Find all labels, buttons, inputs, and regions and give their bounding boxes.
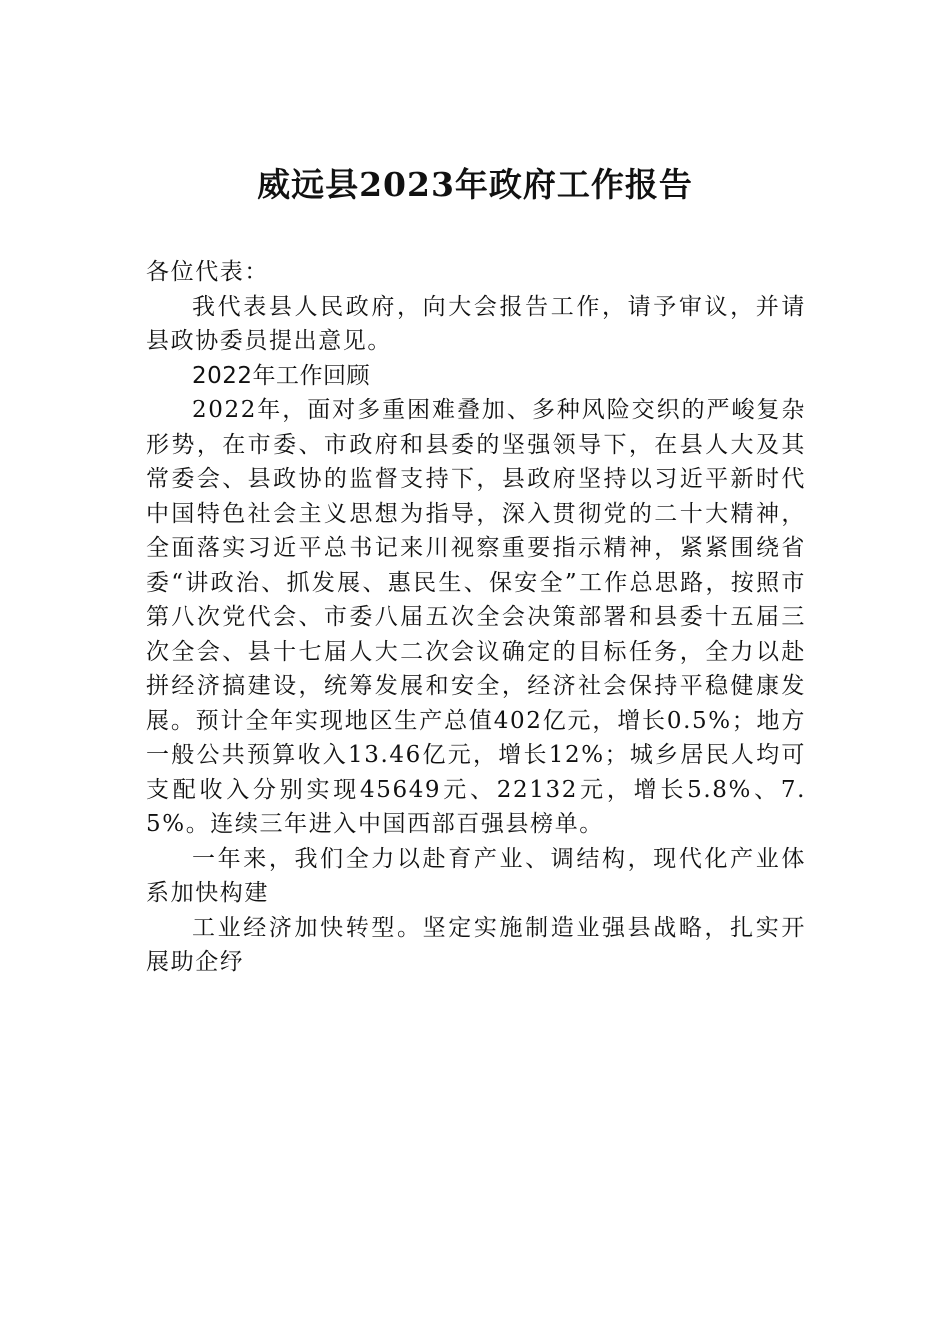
document-body xyxy=(146,255,806,980)
paragraph-industry: 一年来，我们全力以赴育产业、调结构，现代化产业体系加快构建 xyxy=(146,845,806,906)
paragraph-intro: 我代表县人民政府，向大会报告工作，请予审议，并请县政协委员提出意见。 xyxy=(146,293,806,354)
salutation: 各位代表： xyxy=(146,259,269,285)
paragraph-manufacturing: 工业经济加快转型。坚定实施制造业强县战略，扎实开展助企纾 xyxy=(146,914,806,975)
document-title: 威远县2023年政府工作报告 xyxy=(257,165,693,204)
section-heading: 2022年工作回顾 xyxy=(192,362,371,389)
paragraph-review: 2022年，面对多重困难叠加、多种风险交织的严峻复杂形势，在市委、市政府和县委的坚强领导下，在县人大及其常委会、县政协的监督支持下，县政府坚持以习近平新时代中国特色社会主义思想为指导，深入贯彻党的二十大精神，全面落实习近平总书记来川视察重要指示精神，紧紧围绕省委“讲政治、抓发展、惠民生、保安全”工作总思路，按照市第八次党代会、市委八届五次全会决策部署和县委十五届三次全会、县十七届人大二次会议确定的目标任务，全力以赴拼经济搞建设，统筹发展和安全，经济社会保持平稳健康发展。预计全年实现地区生产总值402亿元，增长0.5%；地方一般公共预算收入13.46亿元，增长12%；城乡居民人均可支配收入分别实现45649元、22132元，增长5.8%、7.5%。连续三年进入中国西部百强县榜单。 xyxy=(146,397,806,837)
